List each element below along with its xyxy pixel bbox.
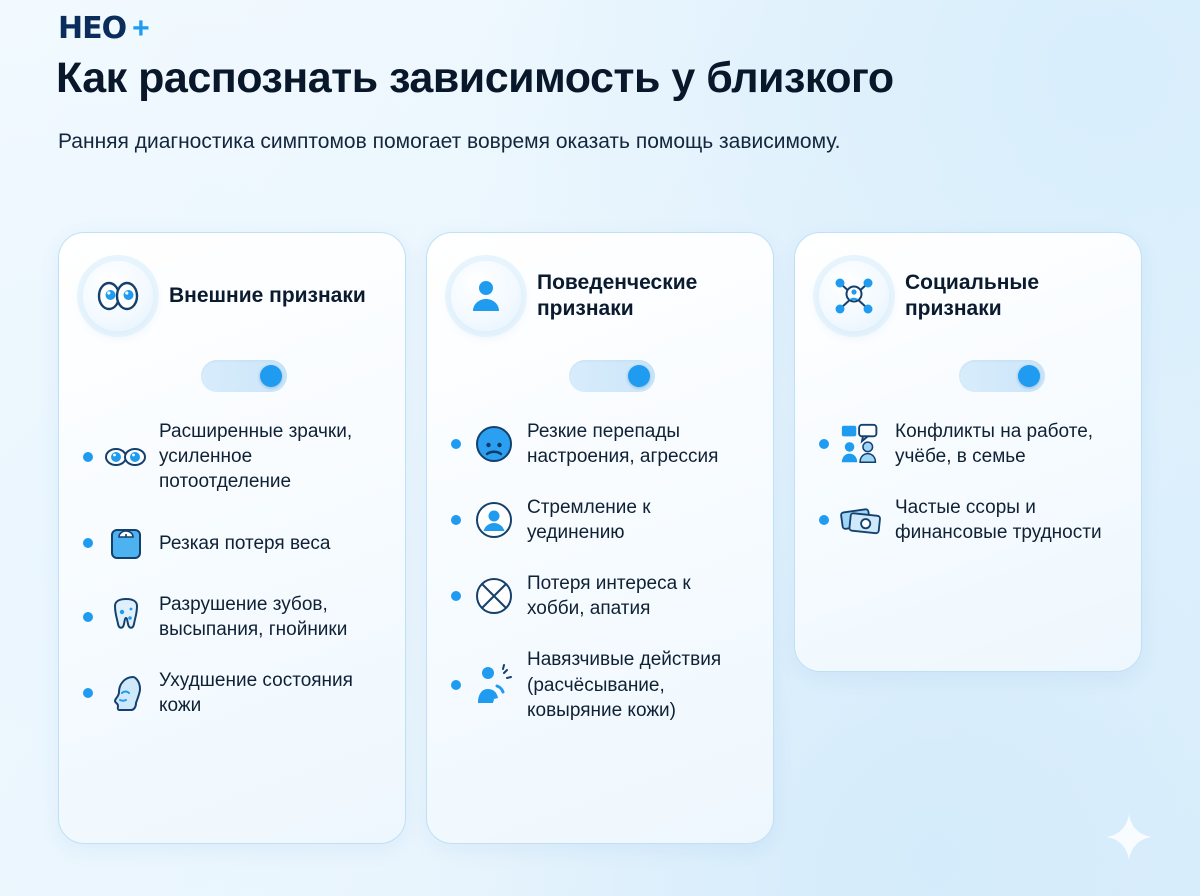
scales-icon: [103, 520, 149, 566]
bullet-icon: [819, 439, 829, 449]
toggle-knob: [628, 365, 650, 387]
network-icon: [819, 261, 889, 331]
toggle-row: [451, 333, 749, 419]
bullet-icon: [451, 591, 461, 601]
toggle-knob: [1018, 365, 1040, 387]
card-title: Поведенческие признаки: [537, 270, 698, 320]
bullet-icon: [819, 515, 829, 525]
list-item-text: Конфликты на работе, учёбе, в семье: [895, 421, 1094, 468]
list-item: [451, 495, 749, 545]
signs-list: [451, 419, 749, 749]
card-title: Социальные признаки: [905, 270, 1040, 320]
list-item-text: Ухудшение состояния кожи: [159, 670, 353, 717]
list-item: [819, 495, 1117, 545]
bullet-icon: [83, 538, 93, 548]
card-title: Внешние признаки: [169, 283, 366, 307]
eyes-icon: [83, 261, 153, 331]
toggle-external[interactable]: [201, 360, 287, 392]
bullet-icon: [451, 439, 461, 449]
list-item: [83, 668, 381, 718]
bullet-icon: [83, 688, 93, 698]
toggle-row: [819, 333, 1117, 419]
tooth-icon: [103, 594, 149, 640]
bullet-icon: [83, 452, 93, 462]
card-header: [83, 259, 381, 333]
list-item-text: Стремление к уединению: [527, 497, 651, 544]
money-icon: [839, 497, 885, 543]
angry-face-icon: [471, 421, 517, 467]
signs-list: [819, 419, 1117, 571]
brand-logo: [58, 11, 150, 46]
list-item-text: Резкие перепады настроения, агрессия: [527, 421, 719, 468]
face-skin-icon: [103, 670, 149, 716]
list-item: [451, 571, 749, 621]
list-item-text: Расширенные зрачки, усиленное потоотделение: [159, 421, 353, 493]
list-item: [451, 419, 749, 469]
sparkle-icon: [1106, 814, 1152, 860]
brand-plus-icon: +: [132, 12, 150, 45]
card-behavioral-signs: [426, 232, 774, 844]
toggle-knob: [260, 365, 282, 387]
crossed-circle-icon: [471, 573, 517, 619]
toggle-social[interactable]: [959, 360, 1045, 392]
list-item: [819, 419, 1117, 469]
bullet-icon: [451, 680, 461, 690]
toggle-behavioral[interactable]: [569, 360, 655, 392]
bullet-icon: [83, 612, 93, 622]
page-subtitle: Ранняя диагностика симптомов помогает вовремя оказать помощь зависимому.: [58, 130, 841, 153]
list-item: [83, 592, 381, 642]
list-item-text: Потеря интереса к хобби, апатия: [527, 573, 691, 620]
list-item-text: Резкая потеря веса: [159, 532, 331, 554]
brand-name: HEO: [58, 11, 127, 46]
list-item-text: Частые ссоры и финансовые трудности: [895, 497, 1102, 544]
people-conflict-icon: [839, 421, 885, 467]
pupils-icon: [103, 434, 149, 480]
list-item: [451, 647, 749, 722]
signs-list: [83, 419, 381, 745]
toggle-row: [83, 333, 381, 419]
card-header: [451, 259, 749, 333]
card-social-signs: [794, 232, 1142, 672]
card-external-signs: [58, 232, 406, 844]
cards-container: [58, 232, 1142, 844]
list-item: [83, 419, 381, 494]
card-header: [819, 259, 1117, 333]
list-item-text: Разрушение зубов, высыпания, гнойники: [159, 594, 348, 641]
person-circle-icon: [471, 497, 517, 543]
list-item: [83, 520, 381, 566]
person-icon: [451, 261, 521, 331]
scratching-person-icon: [471, 662, 517, 708]
bullet-icon: [451, 515, 461, 525]
list-item-text: Навязчивые действия (расчёсывание, ковыряние кожи): [527, 649, 722, 721]
page-title: Как распознать зависимость у близкого: [56, 54, 894, 102]
